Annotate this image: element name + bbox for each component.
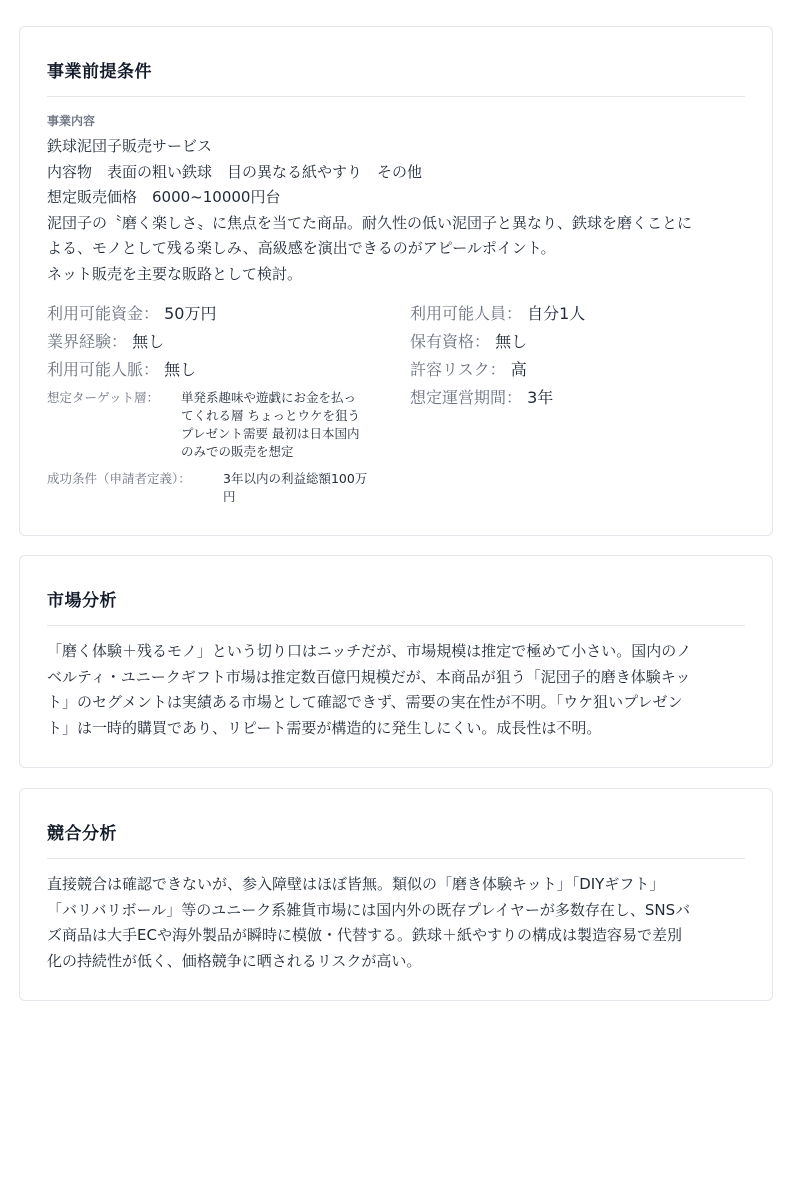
market-line: ト」のセグメントは実績ある市場として確認できず、需要の実在性が不明。「ウケ狙いプレゼン bbox=[47, 693, 683, 711]
risk-tolerance-row bbox=[410, 361, 527, 379]
industry-experience-value: 無し bbox=[132, 332, 165, 351]
available-funds-row bbox=[47, 305, 216, 323]
available-network-label: 利用可能人脈： bbox=[47, 360, 160, 379]
available-network-value: 無し bbox=[164, 360, 197, 379]
content-line: 鉄球泥団子販売サービス bbox=[47, 137, 213, 155]
available-staff-value: 自分1人 bbox=[527, 304, 586, 323]
business-content-label: 事業内容 bbox=[47, 114, 96, 128]
qualifications-row bbox=[410, 333, 527, 351]
market-analysis-text bbox=[47, 639, 745, 741]
market-analysis-card bbox=[19, 555, 773, 768]
available-network-row bbox=[47, 361, 196, 379]
risk-tolerance-value: 高 bbox=[510, 360, 527, 379]
target-audience-row bbox=[47, 389, 387, 461]
available-funds-label: 利用可能資金： bbox=[47, 304, 160, 323]
industry-experience-label: 業界経験： bbox=[47, 332, 128, 351]
risk-tolerance-label: 許容リスク： bbox=[410, 360, 506, 379]
target-audience-line: 単発系趣味や遊戯にお金を払っ bbox=[181, 390, 357, 405]
competition-analysis-text bbox=[47, 872, 745, 974]
market-line: ト」は一時的購買であり、リピート需要が構造的に発生しにくい。成長性は不明。 bbox=[47, 718, 602, 737]
business-content-text bbox=[47, 134, 745, 287]
success-criteria-label: 成功条件（申請者定義）： bbox=[47, 471, 191, 486]
business-premises-card bbox=[19, 26, 773, 536]
qualifications-value: 無し bbox=[495, 332, 528, 351]
target-audience-line: のみでの販売を想定 bbox=[181, 444, 294, 459]
industry-experience-row bbox=[47, 333, 164, 351]
business-premises-title: 事業前提条件 bbox=[47, 57, 745, 97]
competition-analysis-card bbox=[19, 788, 773, 1001]
success-criteria-row bbox=[47, 470, 387, 506]
operating-period-label: 想定運営期間： bbox=[410, 388, 523, 407]
qualifications-label: 保有資格： bbox=[410, 332, 491, 351]
available-funds-value: 50万円 bbox=[164, 304, 217, 323]
competition-analysis-title: 競合分析 bbox=[47, 819, 745, 859]
content-line: 泥団子の〝磨く楽しさ〟に焦点を当てた商品。耐久性の低い泥団子と異なり、鉄球を磨くことに bbox=[47, 213, 693, 232]
competition-line: 「バリバリボール」等のユニーク系雑貨市場には国内外の既存プレイヤーが多数存在し、SNSバ bbox=[47, 900, 691, 919]
content-line: ネット販売を主要な販路として検討。 bbox=[47, 264, 303, 283]
success-criteria-line: 3年以内の利益総額100万 bbox=[223, 471, 368, 486]
available-staff-row bbox=[410, 305, 585, 323]
target-audience-value bbox=[181, 389, 391, 461]
competition-line: 化の持続性が低く、価格競争に晒されるリスクが高い。 bbox=[47, 951, 422, 970]
success-criteria-line: 円 bbox=[223, 489, 236, 504]
market-line: ベルティ・ユニークギフト市場は推定数百億円規模だが、本商品が狙う「泥団子的磨き体験キッ bbox=[47, 667, 691, 686]
operating-period-value: 3年 bbox=[527, 388, 554, 407]
target-audience-line: てくれる層 ちょっとウケを狙う bbox=[181, 408, 360, 423]
operating-period-row bbox=[410, 389, 553, 407]
available-staff-label: 利用可能人員： bbox=[410, 304, 523, 323]
content-line: 想定販売価格 6000~10000円台 bbox=[47, 188, 281, 206]
target-audience-label: 想定ターゲット層： bbox=[47, 390, 160, 405]
success-criteria-value bbox=[223, 470, 393, 506]
competition-line: 直接競合は確認できないが、参入障壁はほぼ皆無。類似の「磨き体験キット」「DIYギフト」 bbox=[47, 875, 665, 893]
target-audience-line: プレゼント需要 最初は日本国内 bbox=[181, 426, 360, 441]
market-line: 「磨く体験＋残るモノ」という切り口はニッチだが、市場規模は推定で極めて小さい。国内のノ bbox=[47, 642, 692, 660]
competition-line: ズ商品は大手ECや海外製品が瞬時に模倣・代替する。鉄球＋紙やすりの構成は製造容易で差別 bbox=[47, 926, 682, 944]
market-analysis-title: 市場分析 bbox=[47, 586, 745, 626]
content-line: よる、モノとして残る楽しみ、高級感を演出できるのがアピールポイント。 bbox=[47, 239, 556, 257]
content-line: 内容物 表面の粗い鉄球 目の異なる紙やすり その他 bbox=[47, 162, 423, 181]
